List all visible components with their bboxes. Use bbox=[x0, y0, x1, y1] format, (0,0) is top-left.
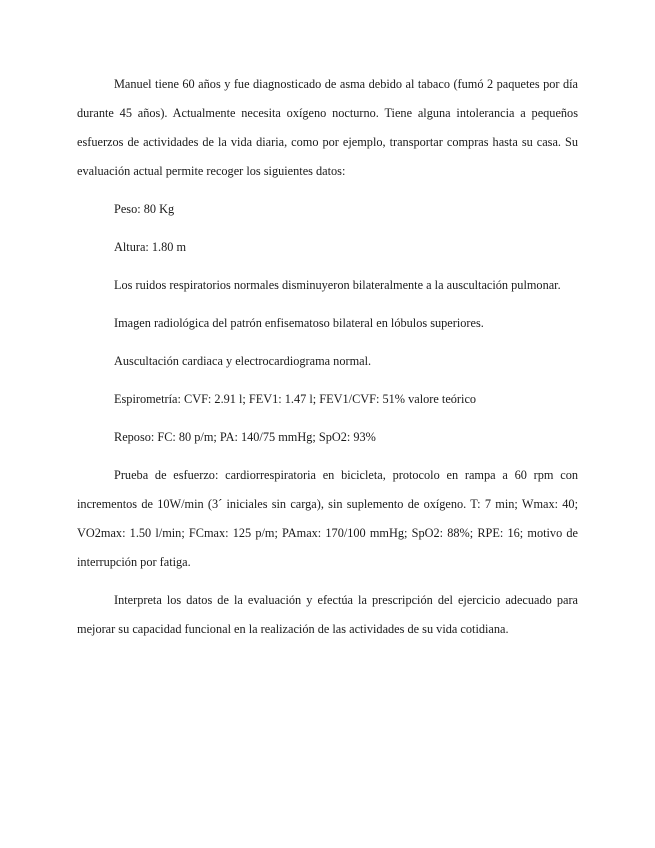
task-instruction-paragraph: Interpreta los datos de la evaluación y efectúa la prescripción del ejercicio adecuado para mejorar su capacidad funcional en la realización de las actividades de su vida cotidiana. bbox=[77, 593, 578, 636]
weight-line: Peso: 80 Kg bbox=[114, 202, 175, 216]
cardiac-line: Auscultación cardiaca y electrocardiograma normal. bbox=[114, 354, 372, 368]
case-intro-paragraph: Manuel tiene 60 años y fue diagnosticado de asma debido al tabaco (fumó 2 paquetes por día durante 45 años). Actualmente necesita oxígeno nocturno. Tiene alguna intolerancia a pequeños esfuerzos de actividades de la vida diaria, como por ejemplo, transportar compras hasta su casa. Su evaluación actual permite recoger los siguientes datos: bbox=[77, 77, 578, 178]
auscultation-pulmonary-paragraph: Los ruidos respiratorios normales disminuyeron bilateralmente a la auscultación pulmonar. bbox=[114, 278, 561, 292]
radiology-line: Imagen radiológica del patrón enfisematoso bilateral en lóbulos superiores. bbox=[114, 316, 484, 330]
rest-vitals-line: Reposo: FC: 80 p/m; PA: 140/75 mmHg; SpO2: 93% bbox=[114, 430, 376, 444]
height-line: Altura: 1.80 m bbox=[114, 240, 187, 254]
document-page bbox=[77, 70, 578, 653]
spirometry-line: Espirometría: CVF: 2.91 l; FEV1: 1.47 l; FEV1/CVF: 51% valore teórico bbox=[114, 392, 477, 406]
stress-test-paragraph: Prueba de esfuerzo: cardiorrespiratoria en bicicleta, protocolo en rampa a 60 rpm con incrementos de 10W/min (3´ iniciales sin carga), sin suplemento de oxígeno. T: 7 min; Wmax: 40; VO2max: 1.50 l/min; FCmax: 125 p/m; PAmax: 170/100 mmHg; SpO2: 88%; RPE: 16; motivo de interrupción por fatiga. bbox=[77, 468, 578, 569]
